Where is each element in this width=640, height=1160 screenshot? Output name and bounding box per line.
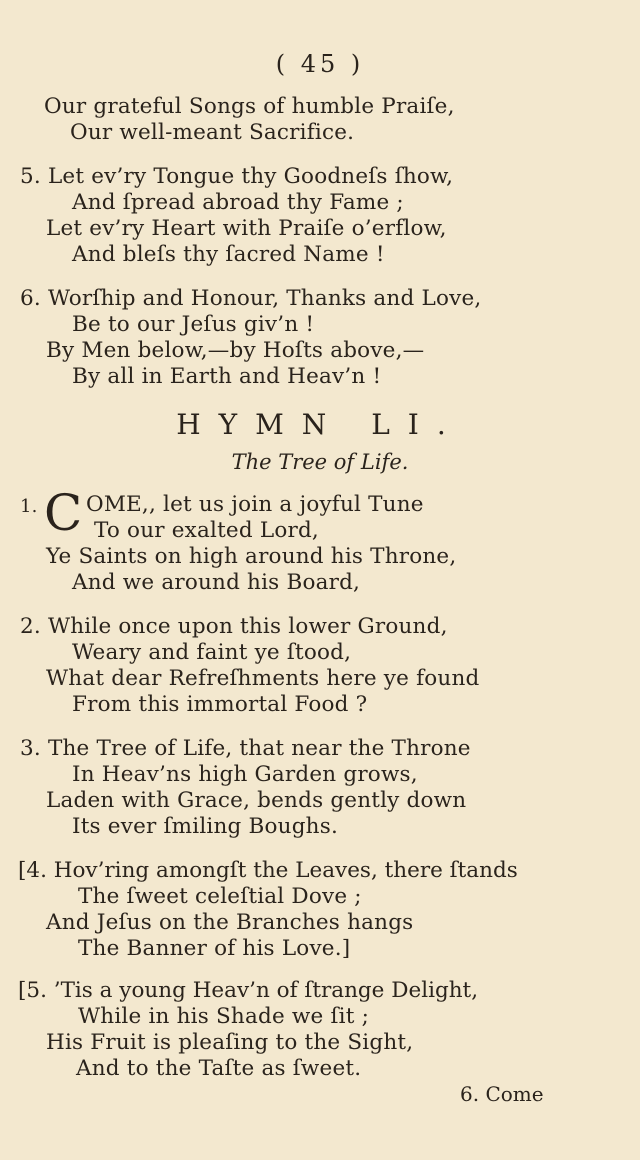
verse-line: Its ever ſmiling Boughs.: [72, 814, 338, 839]
hymn-subtitle: The Tree of Life.: [231, 450, 409, 474]
verse-line: Laden with Grace, bends gently down: [46, 788, 467, 813]
verse-line: [5. ’Tis a young Heav’n of ſtrange Delight,: [18, 978, 479, 1003]
verse-line: And to the Taſte as ſweet.: [76, 1056, 362, 1081]
verse-line: And Jeſus on the Branches hangs: [46, 910, 414, 935]
verse-line: OME,, let us join a joyful Tune: [86, 492, 424, 517]
verse-line: Our well-meant Sacrifice.: [70, 120, 355, 145]
verse-line: By all in Earth and Heav’n !: [72, 364, 382, 389]
verse-line: Weary and faint ye ſtood,: [72, 640, 352, 665]
verse-line: And bleſs thy ſacred Name !: [72, 242, 385, 267]
verse-line: And ſpread abroad thy Fame ;: [72, 190, 404, 215]
verse-line: Ye Saints on high around his Throne,: [46, 544, 457, 569]
verse-line: 3. The Tree of Life, that near the Throne: [20, 736, 471, 761]
verse-line: To our exalted Lord,: [94, 518, 319, 543]
verse-line: Our grateful Songs of humble Praiſe,: [44, 94, 455, 119]
verse-line: 6. Worſhip and Honour, Thanks and Love,: [20, 286, 482, 311]
verse-line: Let ev’ry Heart with Praiſe o’erflow,: [46, 216, 447, 241]
hymn-title: HYMN LI.: [176, 408, 464, 441]
verse-line: The Banner of his Love.]: [78, 936, 351, 961]
verse-line: And we around his Board,: [72, 570, 361, 595]
verse-line: 5. Let ev’ry Tongue thy Goodneſs ſhow,: [20, 164, 454, 189]
verse-line: What dear Refreſhments here ye found: [46, 666, 480, 691]
verse-line: While in his Shade we ſit ;: [78, 1004, 370, 1029]
verse-line: The ſweet celeſtial Dove ;: [78, 884, 362, 909]
verse-line: By Men below,—by Hoſts above,—: [46, 338, 425, 363]
catchword: 6. Come: [460, 1082, 544, 1106]
verse-line: Be to our Jeſus giv’n !: [72, 312, 315, 337]
verse-line: [4. Hov’ring amongſt the Leaves, there ſtands: [18, 858, 518, 883]
verse-line: 2. While once upon this lower Ground,: [20, 614, 448, 639]
verse-line: In Heav’ns high Garden grows,: [72, 762, 418, 787]
verse-line: His Fruit is pleaſing to the Sight,: [46, 1030, 414, 1055]
page-number: ( 45 ): [275, 50, 365, 78]
verse-number: 1.: [20, 496, 38, 517]
verse-line: From this immortal Food ?: [72, 692, 368, 717]
drop-cap: C: [44, 484, 83, 542]
